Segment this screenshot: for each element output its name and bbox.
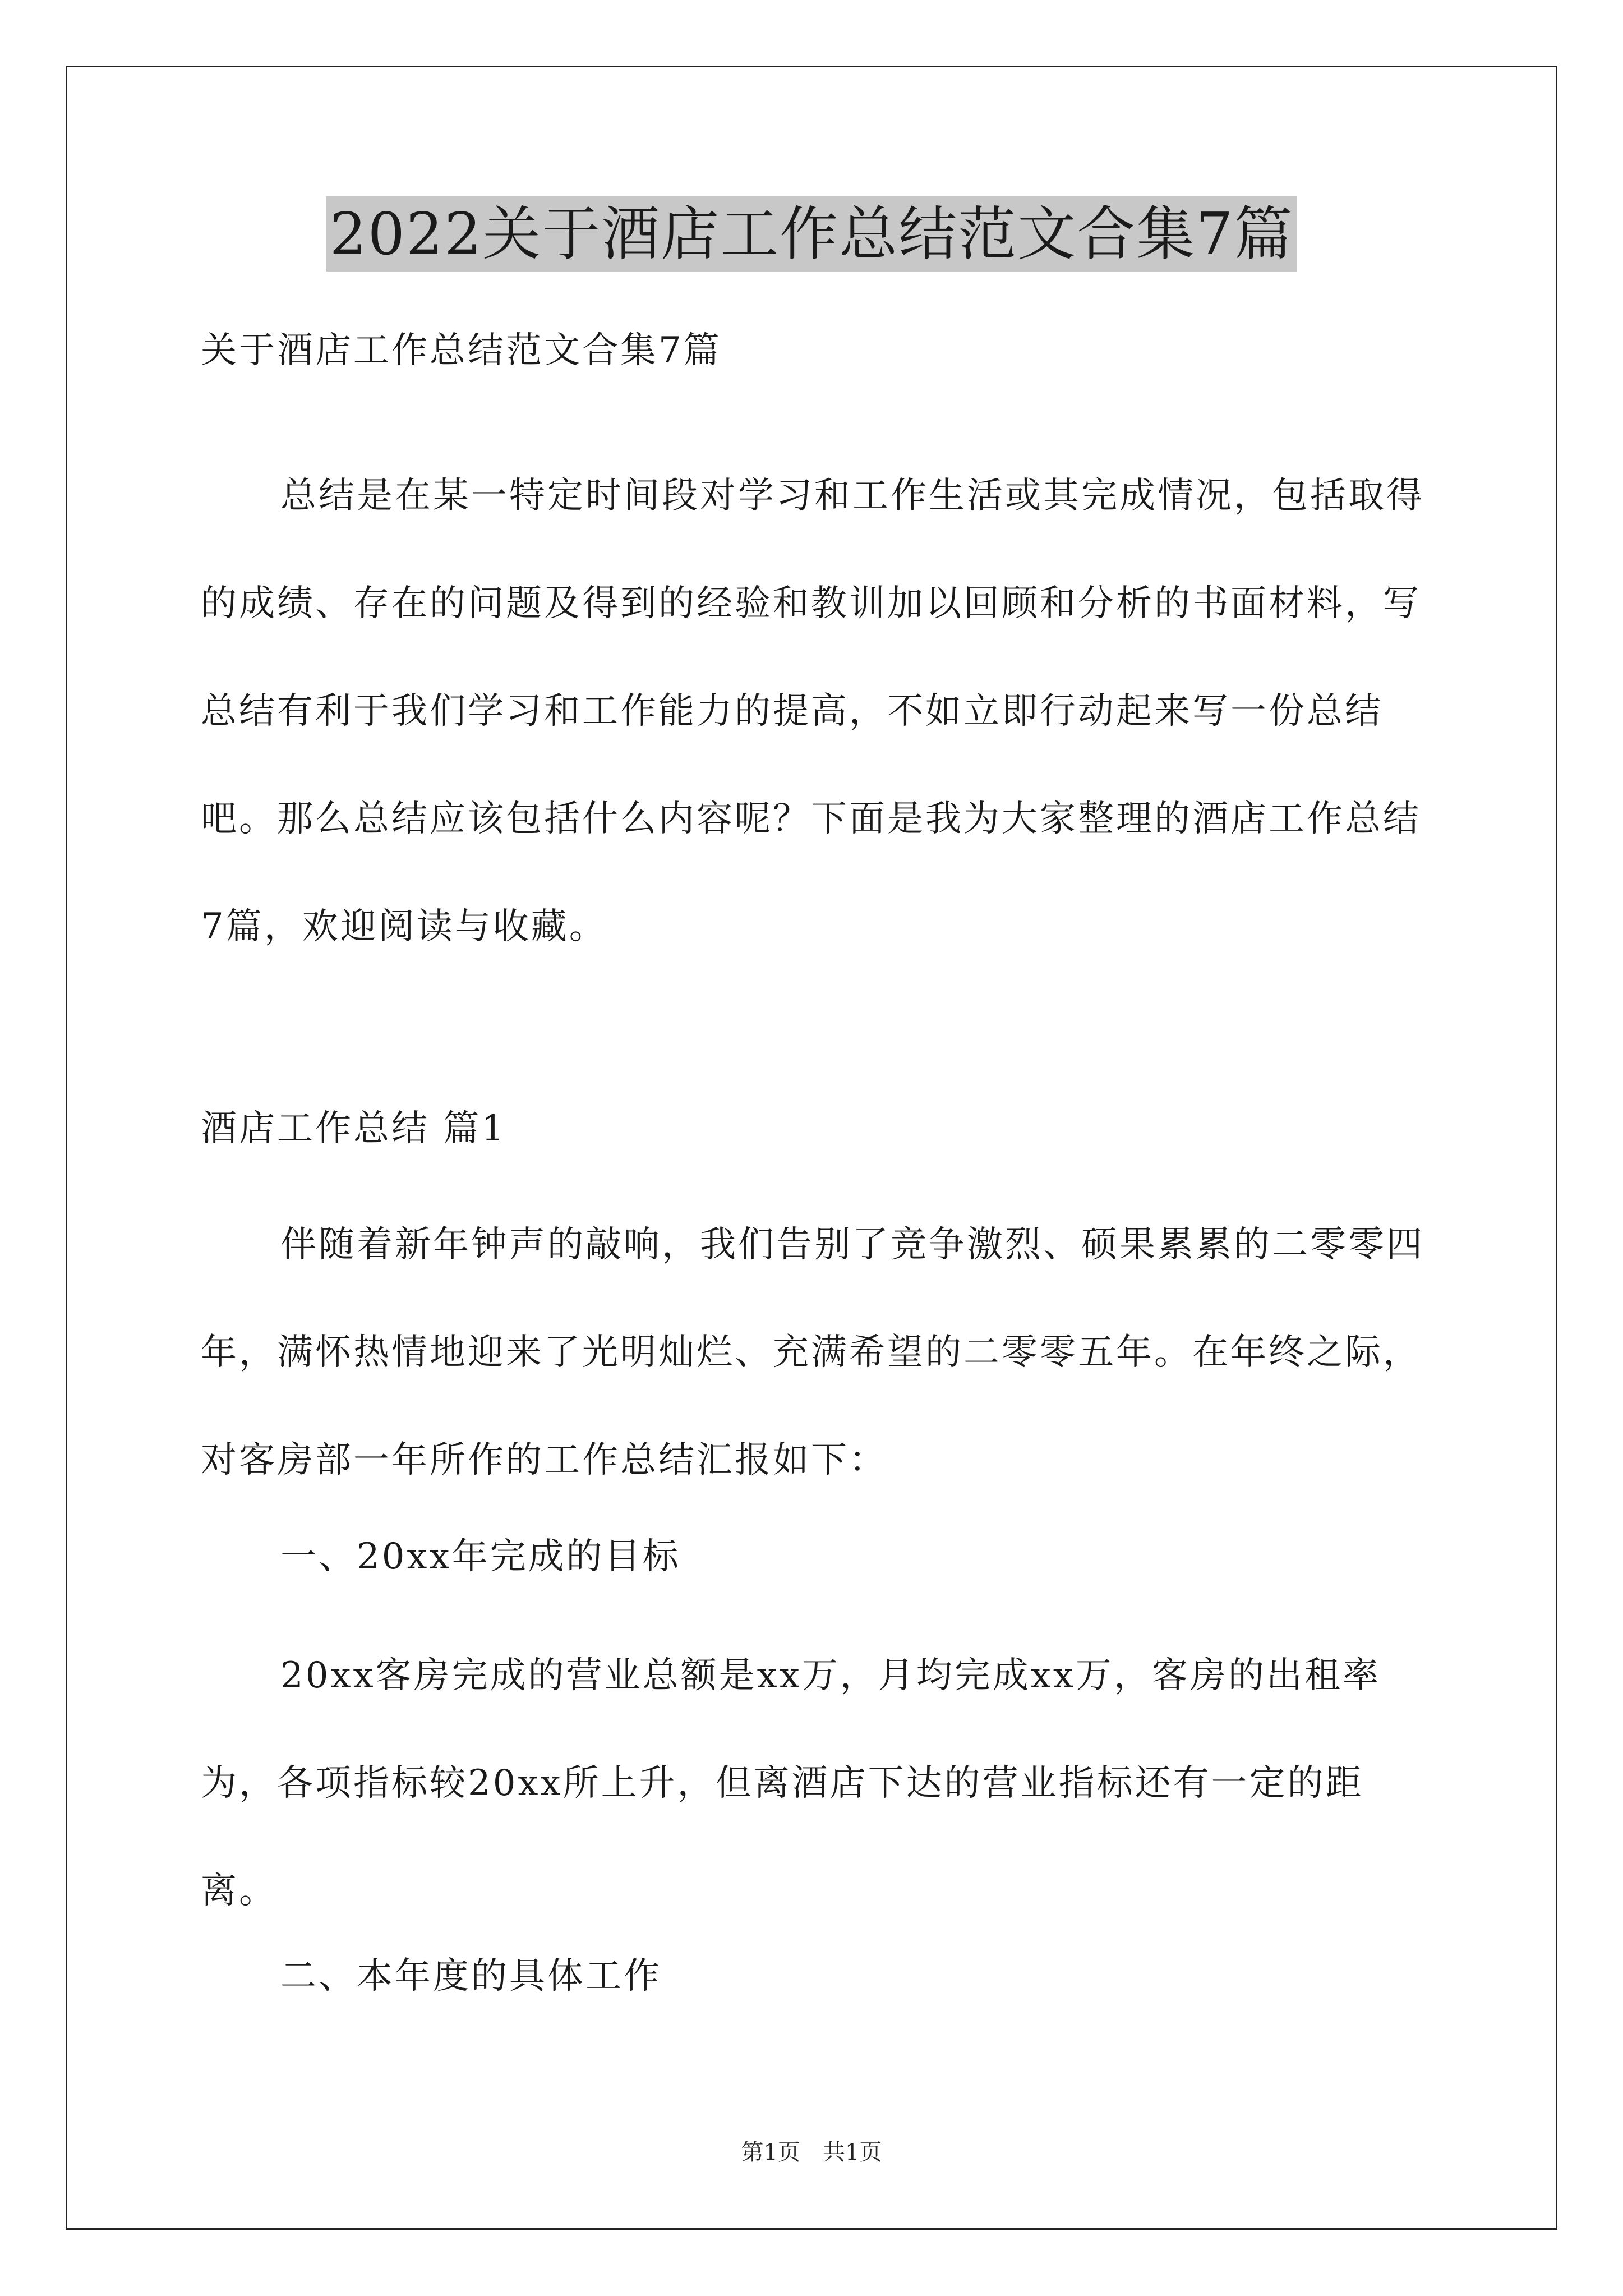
goals-heading: 一、20xx年完成的目标 xyxy=(280,1536,681,1577)
goals-paragraph: 20xx客房完成的营业总额是xx万，月均完成xx万，客房的出租率为，各项指标较20xx所上升，但离酒店下达的营业指标还有一定的距离。 xyxy=(201,1655,1381,1912)
work-heading: 二、本年度的具体工作 xyxy=(280,1955,662,1997)
document-subtitle: 关于酒店工作总结范文合集7篇 xyxy=(201,330,722,371)
section1-paragraph: 伴随着新年钟声的敲响，我们告别了竞争激烈、硕果累累的二零零四年，满怀热情地迎来了光明灿烂、充满希望的二零零五年。在年终之际，对客房部一年所作的工作总结汇报如下： xyxy=(201,1224,1424,1481)
document-title xyxy=(0,196,1623,272)
section-heading: 酒店工作总结 篇1 xyxy=(201,1108,507,1149)
intro-paragraph: 总结是在某一特定时间段对学习和工作生活或其完成情况，包括取得的成绩、存在的问题及得到的经验和教训加以回顾和分析的书面材料，写总结有利于我们学习和工作能力的提高，不如立即行动起来写一份总结吧。那么总结应该包括什么内容呢？下面是我为大家整理的酒店工作总结7篇，欢迎阅读与收藏。 xyxy=(201,475,1424,947)
document-title-text: 2022关于酒店工作总结范文合集7篇 xyxy=(326,196,1297,272)
page-footer: 第1页 共1页 xyxy=(741,2139,882,2165)
